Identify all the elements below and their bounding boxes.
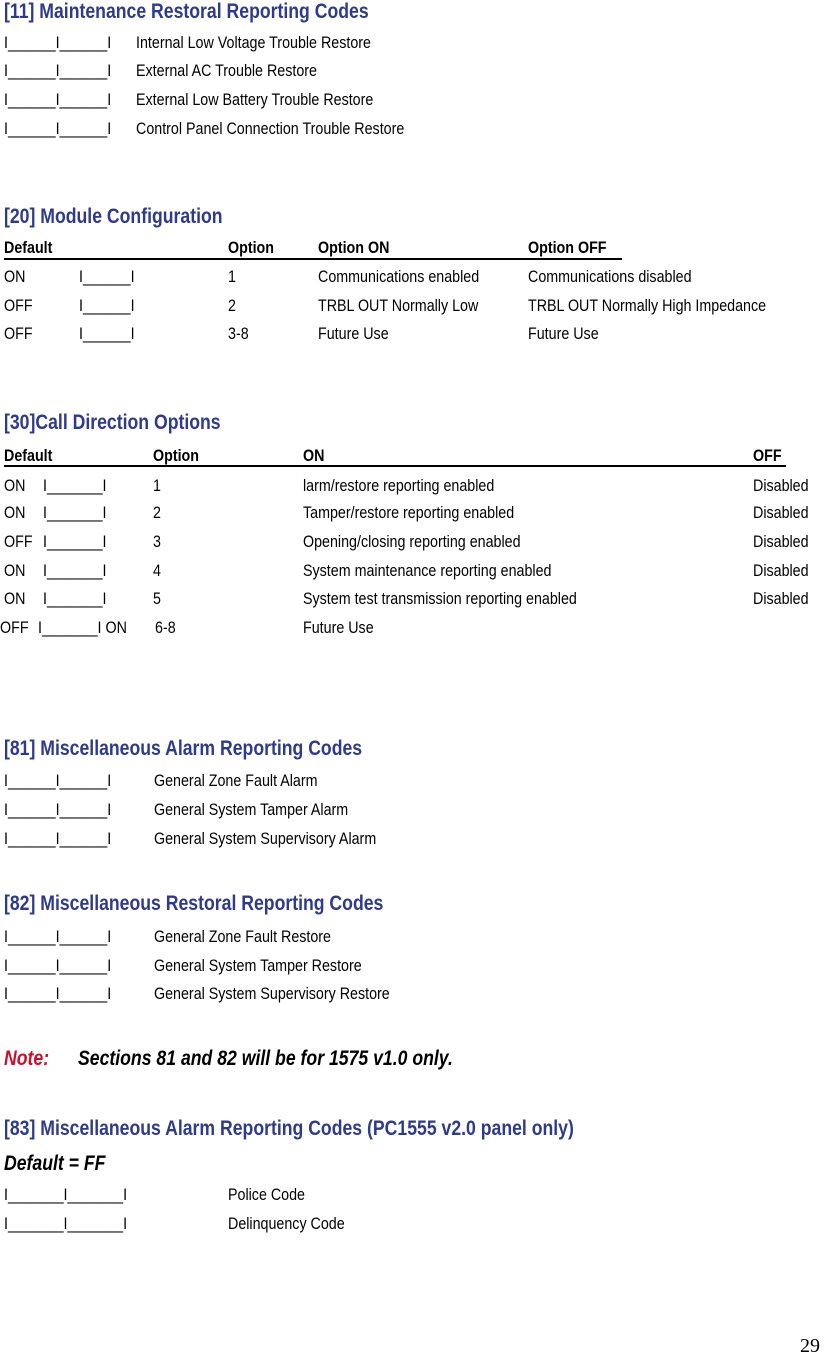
s30-row-6-default: OFF <box>0 618 29 637</box>
s30-row-4-option: 4 <box>153 561 161 580</box>
s11-row-2-label: External AC Trouble Restore <box>136 61 317 80</box>
s82-row-2-label: General System Tamper Restore <box>154 956 362 975</box>
s20-header-default: Default <box>4 238 53 257</box>
s30-row-5-field: I_______I <box>43 589 107 608</box>
s30-row-1-off: Disabled <box>753 476 809 495</box>
s20-header-option: Option <box>228 238 275 257</box>
s30-row-5-off: Disabled <box>753 589 809 608</box>
s82-row-1-code: I______I______I <box>4 927 112 946</box>
section-20-title: [20] Module Configuration <box>4 205 223 228</box>
s83-row-1-label: Police Code <box>228 1185 306 1204</box>
s20-row-2-default: OFF <box>4 296 33 315</box>
s20-header-rule <box>4 258 622 260</box>
s30-row-6-on: Future Use <box>303 618 374 637</box>
section-82-title: [82] Miscellaneous Restoral Reporting Codes <box>4 892 384 915</box>
s30-header-off: OFF <box>753 446 782 465</box>
s20-row-2-field: I______I <box>79 296 135 315</box>
s11-row-4-label: Control Panel Connection Trouble Restore <box>136 119 405 138</box>
s30-row-6-option: 6-8 <box>155 618 176 637</box>
s30-row-2-default: ON <box>4 503 26 522</box>
s30-header-option: Option <box>153 446 200 465</box>
s83-row-1-code: I_______I_______I <box>4 1185 128 1204</box>
section-11-title: [11] Maintenance Restoral Reporting Codes <box>4 0 369 23</box>
s30-row-4-on: System maintenance reporting enabled <box>303 561 552 580</box>
s30-row-6-field: I_______I ON <box>38 618 127 637</box>
s20-row-1-off: Communications disabled <box>528 267 692 286</box>
s20-row-1-default: ON <box>4 267 26 286</box>
s20-row-1-field: I______I <box>79 267 135 286</box>
s81-row-3-code: I______I______I <box>4 829 112 848</box>
section-83-title: [83] Miscellaneous Alarm Reporting Codes (PC1555 v2.0 panel only) <box>4 1117 574 1140</box>
s20-header-off: Option OFF <box>528 238 607 257</box>
s20-row-2-off: TRBL OUT Normally High Impedance <box>528 296 767 315</box>
s11-row-1-code: I______I______I <box>4 33 112 52</box>
s30-row-4-off: Disabled <box>753 561 809 580</box>
s81-row-1-label: General Zone Fault Alarm <box>154 771 318 790</box>
section-81-title: [81] Miscellaneous Alarm Reporting Codes <box>4 737 363 760</box>
s30-row-3-on: Opening/closing reporting enabled <box>303 532 521 551</box>
s20-header-on: Option ON <box>318 238 390 257</box>
s30-row-2-field: I_______I <box>43 503 107 522</box>
s83-default: Default = FF <box>4 1152 106 1175</box>
s30-header-rule <box>4 465 786 467</box>
s30-row-1-on: larm/restore reporting enabled <box>303 476 495 495</box>
s82-row-2-code: I______I______I <box>4 956 112 975</box>
s30-row-5-on: System test transmission reporting enabled <box>303 589 577 608</box>
s30-row-3-field: I_______I <box>43 532 107 551</box>
s20-row-3-on: Future Use <box>318 324 389 343</box>
s11-row-1-label: Internal Low Voltage Trouble Restore <box>136 33 371 52</box>
s82-row-3-code: I______I______I <box>4 984 112 1003</box>
s30-row-3-off: Disabled <box>753 532 809 551</box>
s30-row-1-default: ON <box>4 476 26 495</box>
s30-row-5-default: ON <box>4 589 26 608</box>
s20-row-3-default: OFF <box>4 324 33 343</box>
s83-row-2-code: I_______I_______I <box>4 1214 128 1233</box>
s30-row-5-option: 5 <box>153 589 161 608</box>
s81-row-2-label: General System Tamper Alarm <box>154 800 349 819</box>
s81-row-1-code: I______I______I <box>4 771 112 790</box>
s30-row-2-off: Disabled <box>753 503 809 522</box>
section-30-title: [30]Call Direction Options <box>4 411 221 434</box>
s30-header-default: Default <box>4 446 53 465</box>
s30-row-4-default: ON <box>4 561 26 580</box>
s82-row-1-label: General Zone Fault Restore <box>154 927 332 946</box>
s20-row-3-off: Future Use <box>528 324 599 343</box>
s30-row-4-field: I_______I <box>43 561 107 580</box>
s11-row-3-code: I______I______I <box>4 90 112 109</box>
s30-row-3-default: OFF <box>4 532 33 551</box>
s20-row-3-option: 3-8 <box>228 324 249 343</box>
s81-row-2-code: I______I______I <box>4 800 112 819</box>
s30-header-on: ON <box>303 446 325 465</box>
note-text: Sections 81 and 82 will be for 1575 v1.0 only. <box>78 1047 453 1070</box>
s20-row-1-on: Communications enabled <box>318 267 480 286</box>
s82-row-3-label: General System Supervisory Restore <box>154 984 390 1003</box>
s20-row-3-field: I______I <box>79 324 135 343</box>
page-number: 29 <box>800 1335 820 1357</box>
s83-row-2-label: Delinquency Code <box>228 1214 345 1233</box>
s30-row-2-on: Tamper/restore reporting enabled <box>303 503 515 522</box>
s81-row-3-label: General System Supervisory Alarm <box>154 829 377 848</box>
note-label: Note: <box>4 1047 50 1070</box>
s30-row-2-option: 2 <box>153 503 161 522</box>
s11-row-3-label: External Low Battery Trouble Restore <box>136 90 374 109</box>
s30-row-1-field: I_______I <box>43 476 107 495</box>
s30-row-1-option: 1 <box>153 476 161 495</box>
s11-row-2-code: I______I______I <box>4 61 112 80</box>
s20-row-1-option: 1 <box>228 267 236 286</box>
s20-row-2-on: TRBL OUT Normally Low <box>318 296 479 315</box>
s30-row-3-option: 3 <box>153 532 161 551</box>
s11-row-4-code: I______I______I <box>4 119 112 138</box>
s20-row-2-option: 2 <box>228 296 236 315</box>
